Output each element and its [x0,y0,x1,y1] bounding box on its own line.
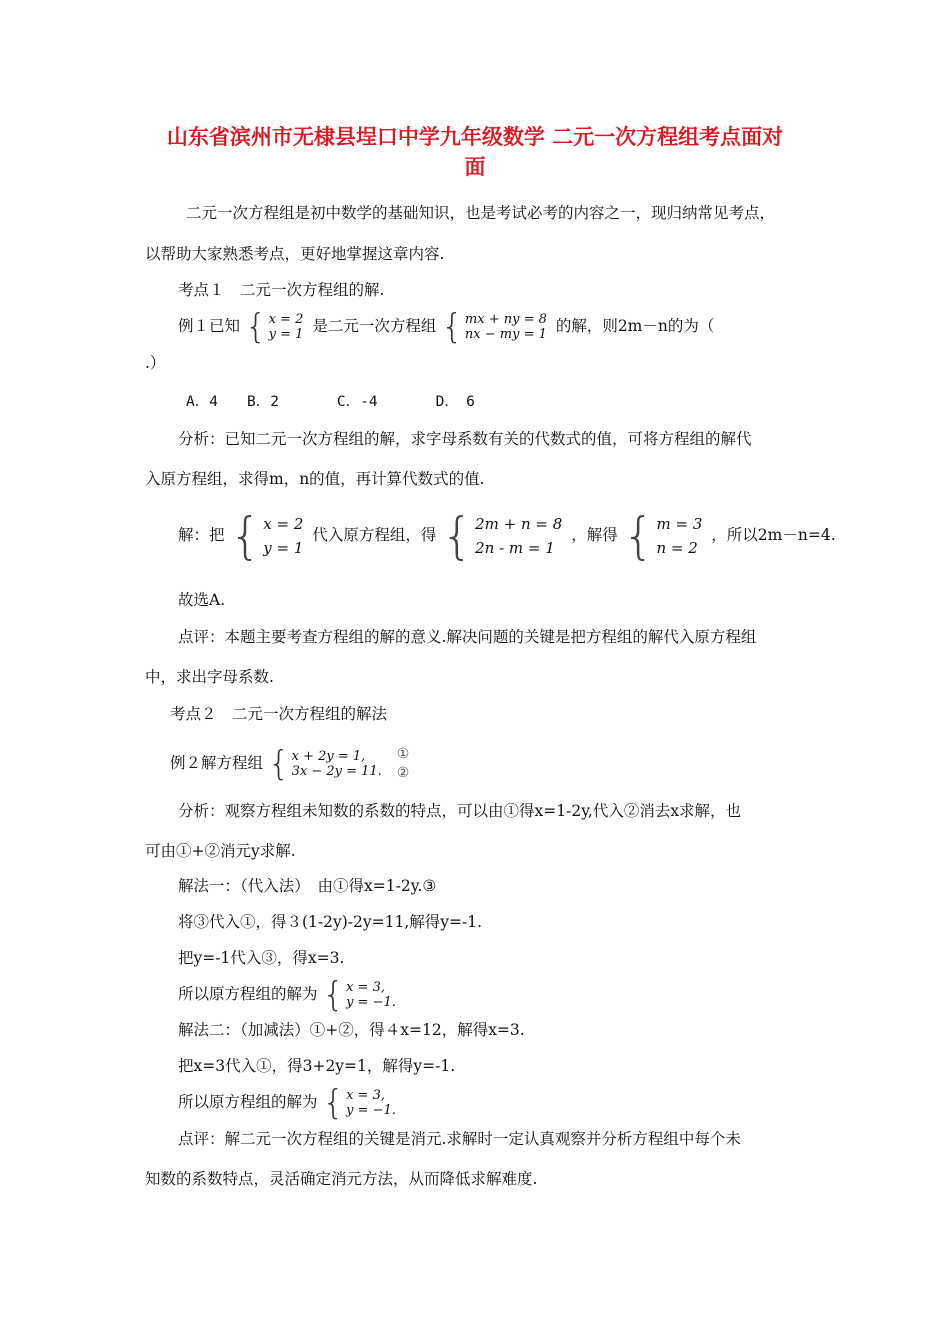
analysis2-line1: 分析：观察方程组未知数的系数的特点，可以由①得x=1-2y,代入②消去x求解，也 [178,802,742,820]
solution1-mid2: ，解得 [571,526,618,544]
system-row-2: nx − my = 1 [464,327,547,342]
solution1-system-1 [229,507,307,565]
method2-result [178,1083,400,1123]
m1-res-row2: y = −1. [346,995,396,1010]
method1-step1: 将③代入①，得３(1-2y)-2y=11,解得y=-1. [178,913,483,931]
given-row-2: y = 1 [268,327,304,342]
solution1-system-3 [622,507,707,565]
comment2-line1: 点评：解二元一次方程组的关键是消元.求解时一定认真观察并分析方程组中每个未 [178,1130,741,1148]
brace-icon: { [229,507,262,565]
marker-1: ① [396,746,410,762]
brace-icon: { [267,744,290,784]
sol1-sys1-row2: y = 1 [263,539,304,557]
brace-icon: { [441,307,463,347]
system-row-1: mx + ny = 8 [464,312,547,327]
ex2-row-1: x + 2y = 1, [291,749,366,764]
analysis1-line2: 入原方程组，求得m，n的值，再计算代数式的值. [145,470,485,488]
method2-result-system [322,1083,399,1123]
sol1-sys2-row2: 2n - m = 1 [475,539,555,557]
example1-line [178,307,715,347]
solution1-system-2 [441,507,566,565]
example1-prefix: 例１已知 [178,317,241,335]
comment1-line2: 中，求出字母系数. [145,668,274,686]
brace-icon: { [322,1083,345,1123]
intro-line2: 以帮助大家熟悉考点，更好地掌握这章内容. [145,245,445,263]
method1-step2: 把y=-1代入③，得x=3. [178,949,345,967]
equation-markers [397,745,410,783]
given-row-1: x = 2 [268,312,304,327]
point1-heading: 考点１ 二元一次方程组的解. [178,281,385,299]
method2-heading: 解法二：（加减法）①+②，得４x=12，解得x=3. [178,1021,525,1039]
method2-step1: 把x=3代入①，得3+2y=1，解得y=-1. [178,1057,456,1075]
solution1-prefix: 解：把 [178,526,225,544]
solution1-mid1: 代入原方程组，得 [312,526,437,544]
solution1-suffix: ，所以2m－n=4. [711,526,836,544]
m2-res-row1: x = 3, [346,1088,385,1103]
solution1-line [178,507,836,565]
m1-res-row1: x = 3, [346,980,385,995]
example1-given-system [244,307,307,347]
sol1-sys2-row1: 2m + n = 8 [475,515,563,533]
example2-system [267,744,386,784]
choice1: 故选A. [178,591,226,609]
analysis1-line1: 分析：已知二元一次方程组的解，求字母系数有关的代数式的值，可将方程组的解代 [178,430,752,448]
point2-heading: 考点２ 二元一次方程组的解法 [170,705,388,723]
m2-res-row2: y = −1. [346,1103,396,1118]
method1-result-prefix: 所以原方程组的解为 [178,985,318,1003]
page-title [140,122,810,182]
comment2-line2: 知数的系数特点，灵活确定消元方法，从而降低求解难度. [145,1170,538,1188]
sol1-sys3-row1: m = 3 [656,515,703,533]
brace-icon: { [441,507,474,565]
intro-line1: 二元一次方程组是初中数学的基础知识，也是考试必考的内容之一，现归纳常见考点， [186,204,776,222]
example2-line [170,745,409,783]
example2-prefix: 例２解方程组 [170,754,264,772]
sol1-sys3-row2: n = 2 [656,539,698,557]
method2-result-prefix: 所以原方程组的解为 [178,1093,318,1111]
page-title-line2: 面 [464,155,486,179]
page-title-line1: 山东省滨州市无棣县埕口中学九年级数学 二元一次方程组考点面对 [166,125,784,149]
example1-middle: 是二元一次方程组 [312,317,437,335]
analysis2-line2: 可由①+②消元y求解. [145,842,296,860]
example1-close: .） [145,354,166,372]
example1-options: A．4 B．2 C．-4 D． 6 [186,394,475,410]
example1-suffix: 的解，则2m－n的为（ [555,317,715,335]
comment1-line1: 点评：本题主要考查方程组的解的意义.解决问题的关键是把方程组的解代入原方程组 [178,628,757,646]
ex2-row-2: 3x − 2y = 11. [291,764,382,779]
marker-2: ② [396,765,410,781]
brace-icon: { [244,307,267,347]
method1-result [178,975,400,1015]
brace-icon: { [622,507,655,565]
brace-icon: { [322,975,345,1015]
method1-heading: 解法一：（代入法） 由①得x=1-2y.③ [178,877,437,895]
method1-result-system [322,975,399,1015]
sol1-sys1-row1: x = 2 [263,515,304,533]
example1-system [441,307,551,347]
